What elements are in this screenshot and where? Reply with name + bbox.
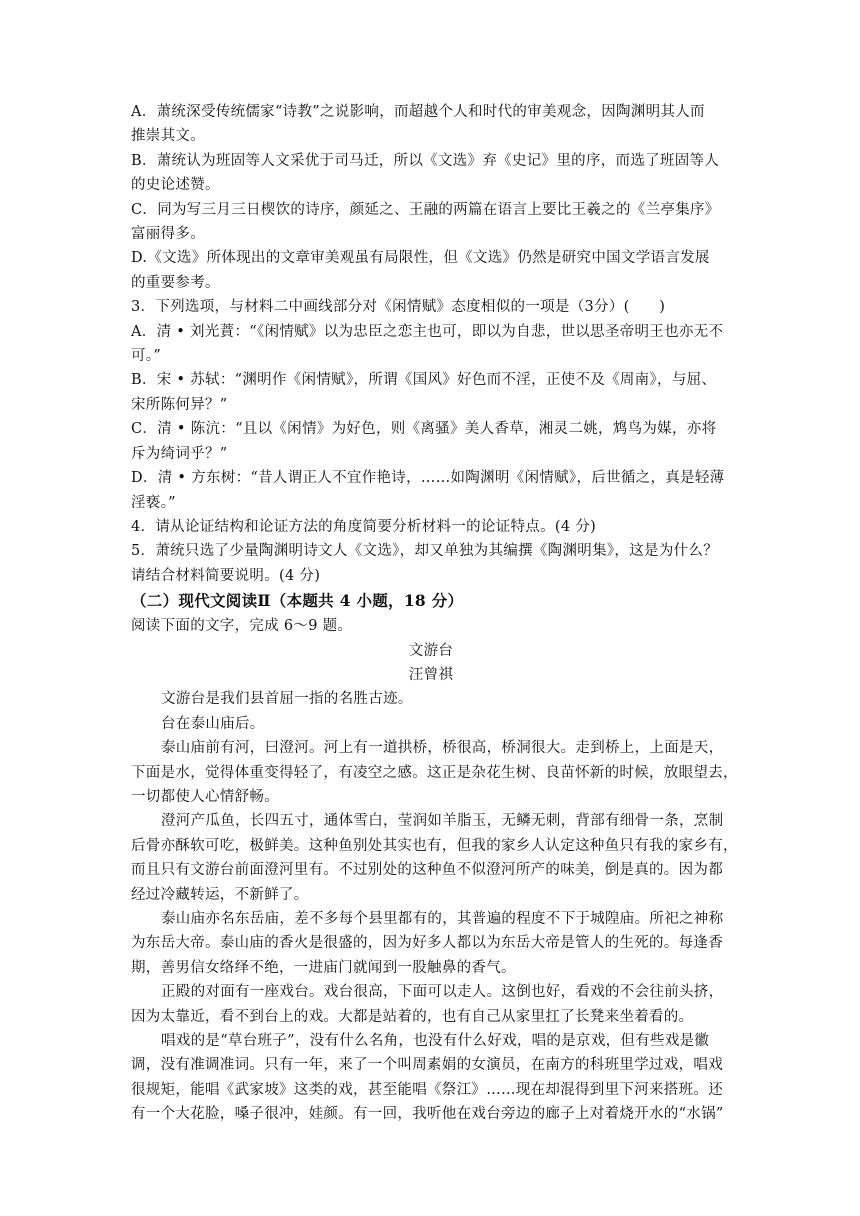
- paragraph-line: 为东岳大帝。泰山庙的香火是很盛的，因为好多人都以为东岳大帝是管人的生死的。每逢香: [131, 935, 723, 952]
- paragraph-line: 一切都使人心情舒畅。: [131, 788, 279, 805]
- paragraph-line: 因为太靠近，看不到台上的戏。大都是站着的，也有自己从家里扛了长凳来坐着看的。: [131, 1008, 694, 1025]
- q2-option-c: [131, 198, 731, 247]
- option-line: 斥为绮词乎？”: [131, 445, 228, 462]
- paragraph-line: 经过冷藏转运，不新鲜了。: [131, 886, 309, 903]
- question-3: [131, 295, 731, 515]
- option-line: 的史论述赞。: [131, 177, 220, 194]
- article-author: 汪曾祺: [408, 666, 454, 683]
- paragraph-line: 调，没有准调准词。只有一年，来了一个叫周素娟的女演员，在南方的科班里学过戏，唱戏: [131, 1057, 723, 1074]
- paragraph-line: 下面是水，觉得体重变得轻了，有凌空之感。这正是杂花生树、良苗怀新的时候，放眼望去，: [131, 764, 738, 781]
- question-3-stem: 3．下列选项，与材料二中画线部分对《闲情赋》态度相似的一项是（3分）( ): [131, 299, 666, 316]
- option-line: 的重要参考。: [131, 274, 220, 291]
- section-title: （二）现代文阅读Ⅱ（本题共 4 小题，18 分）: [131, 591, 464, 611]
- option-line: B．宋 • 苏轼：“渊明作《闲情赋》，所谓《国风》好色而不淫，正使不及《周南》，与屈、: [131, 372, 717, 389]
- paragraph-line: 很规矩，能唱《武家坡》这类的戏，甚至能唱《祭江》……现在却混得到里下河来搭班。还: [131, 1081, 723, 1098]
- article-paragraph: [131, 1029, 731, 1127]
- exam-page: [131, 100, 738, 1127]
- option-line: D.《文选》所体现出的文章审美观虽有局限性，但《文选》仍然是研究中国文学语言发展: [131, 250, 710, 267]
- paragraph-line: 有一个大花脸，嗓子很冲，娃颜。有一回，我听他在戏台旁边的廊子上对着烧开水的“水锅”: [131, 1106, 724, 1123]
- q3-option-c: [131, 417, 731, 466]
- option-line: B．萧统认为班固等人文采优于司马迁，所以《文选》弃《史记》里的序，而选了班固等人: [131, 152, 720, 169]
- article-paragraph: [131, 809, 738, 907]
- article-title: 文游台: [408, 642, 454, 659]
- question-5-line: 5．萧统只选了少量陶渊明诗文人《文选》，却又单独为其编撰《陶渊明集》，这是为什么？: [131, 543, 719, 560]
- option-line: D．清 • 方东树：“昔人谓正人不宜作艳诗，……如陶渊明《闲情赋》，后世循之，真是轻薄: [131, 470, 725, 487]
- question-4: 4．请从论证结构和论证方法的角度简要分析材料一的论证特点。(4 分): [131, 518, 597, 535]
- paragraph-line: 澄河产瓜鱼，长四五寸，通体雪白，莹润如羊脂玉，无鳞无刺，背部有细骨一条，烹制: [161, 813, 724, 830]
- article-paragraph: [131, 736, 738, 809]
- option-line: 宋所陈何异？”: [131, 396, 228, 413]
- q2-option-a: [131, 100, 731, 149]
- paragraph-line: 文游台是我们县首屈一指的名胜古迹。: [161, 691, 413, 708]
- q2-option-b: [131, 149, 731, 198]
- paragraph-line: 泰山庙亦名东岳庙，差不多每个县里都有的，其普遍的程度不下于城隍庙。所祀之神称: [161, 911, 724, 927]
- option-line: 淫亵。”: [131, 494, 176, 511]
- article-paragraph: [131, 907, 731, 980]
- option-line: 富丽得多。: [131, 226, 205, 243]
- article-body: [131, 687, 738, 1126]
- option-line: C．同为写三月三日楔饮的诗序，颜延之、王融的两篇在语言上要比王羲之的《兰亭集序》: [131, 201, 720, 218]
- q3-option-b: [131, 368, 731, 417]
- paragraph-line: 正殿的对面有一座戏台。戏台很高，下面可以走人。这倒也好，看戏的不会往前头挤，: [161, 984, 724, 1001]
- paragraph-line: 唱戏的是“草台班子”，没有什么名角，也没有什么好戏，唱的是京戏，但有些戏是徽: [161, 1033, 710, 1050]
- q2-option-d: [131, 246, 731, 295]
- paragraph-line: 台在泰山庙后。: [161, 715, 265, 732]
- reading-instruction: 阅读下面的文字，完成 6～9 题。: [131, 618, 353, 635]
- question-5-line: 请结合材料简要说明。(4 分): [131, 567, 321, 584]
- paragraph-line: 期，善男信女络绎不绝，一进庙门就闻到一股触鼻的香气。: [131, 959, 516, 976]
- option-line: 推崇其文。: [131, 128, 205, 145]
- q2-options: [131, 100, 731, 295]
- article-paragraph: [131, 980, 731, 1029]
- option-line: 可。”: [131, 348, 162, 365]
- option-line: A．萧统深受传统儒家“诗教”之说影响，而超越个人和时代的审美观念，因陶渊明其人而: [131, 104, 705, 120]
- paragraph-line: 后骨亦酥软可吃，极鲜美。这种鱼别处其实也有，但我的家乡人认定这种鱼只有我的家乡有，: [131, 837, 738, 854]
- article-paragraph: [131, 712, 731, 736]
- article-paragraph: [131, 687, 731, 711]
- paragraph-line: 泰山庙前有河，曰澄河。河上有一道拱桥，桥很高，桥洞很大。走到桥上，上面是天，: [161, 740, 724, 757]
- option-line: C．清 • 陈沆：“且以《闲情》为好色，则《离骚》美人香草，湘灵二姚，鸩鸟为媒，亦将: [131, 421, 717, 438]
- paragraph-line: 而且只有文游台前面澄河里有。不过别处的这种鱼不似澄河所产的味美，倒是真的。因为都: [131, 862, 723, 879]
- option-line: A．清 • 刘光蕡：“《闲情赋》以为忠臣之恋主也可，即以为自悲，世以思圣帝明王也亦无不: [131, 323, 724, 340]
- q3-option-d: [131, 466, 731, 515]
- question-5: [131, 539, 731, 588]
- q3-option-a: [131, 320, 731, 369]
